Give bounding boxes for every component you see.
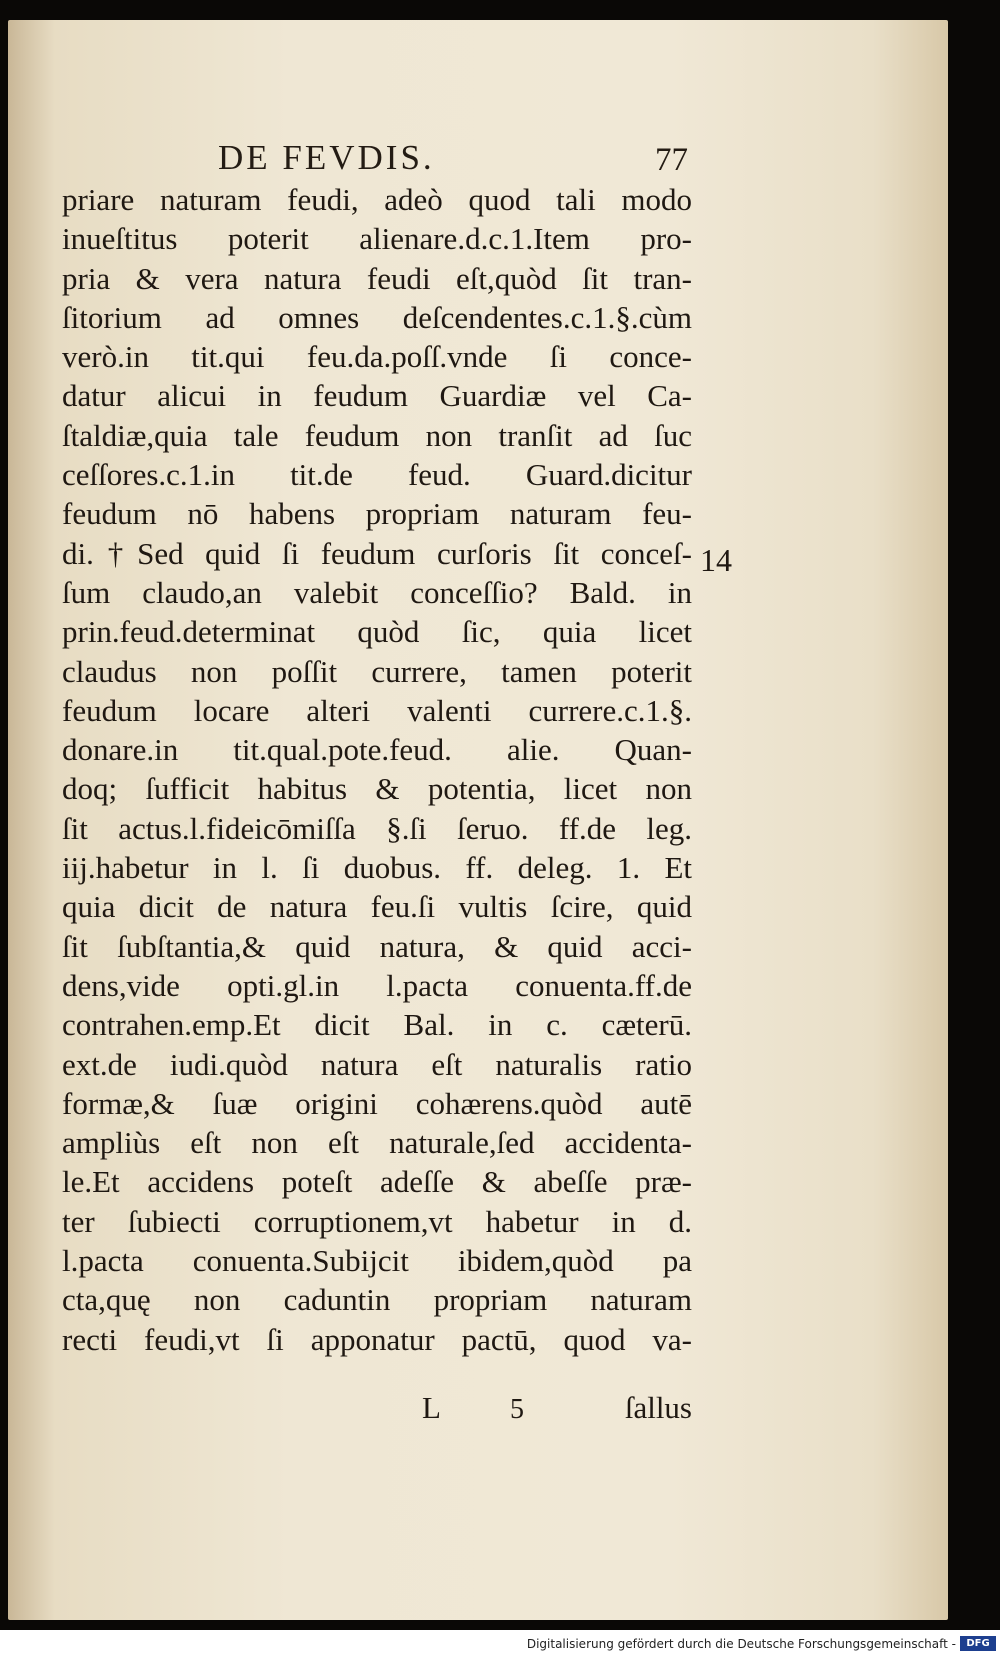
text-line: formæ,& ſuæ origini cohærens.quòd autē (62, 1085, 692, 1121)
book-page (8, 20, 948, 1620)
text-line: ſum claudo,an valebit conceſſio? Bald. in (62, 574, 692, 610)
text-line: feudum nō habens propriam naturam feu- (62, 496, 692, 532)
text-line: datur alicui in feudum Guardiæ vel Ca- (62, 378, 692, 414)
text-line: iij.habetur in l. ſi duobus. ff. deleg. 1. Et (62, 850, 692, 886)
text-line: ampliùs eſt non eſt naturale,ſed accidenta- (62, 1125, 692, 1161)
funding-credit: Digitalisierung gefördert durch die Deutsche Forschungsgemeinschaft - (526, 1637, 956, 1651)
text-line: ſit actus.l.fideicōmiſſa §.ſi ſeruo. ff.de leg. (62, 810, 692, 846)
text-line: claudus non poſſit currere, tamen poterit (62, 653, 692, 689)
text-line: l.pacta conuenta.Subijcit ibidem,quòd pa (62, 1243, 692, 1279)
text-line: feudum locare alteri valenti currere.c.1.§. (62, 692, 692, 728)
text-line: ſit ſubſtantia,& quid natura, & quid acci- (62, 928, 692, 964)
signature-number: 5 (510, 1394, 524, 1425)
text-line: donare.in tit.qual.pote.feud. alie. Quan- (62, 732, 692, 768)
text-line: ter ſubiecti corruptionem,vt habetur in d. (62, 1203, 692, 1239)
text-line: quia dicit de natura feu.ſi vultis ſcire, quid (62, 889, 692, 925)
catchword: ſallus (624, 1390, 692, 1425)
text-line: ceſſores.c.1.in tit.de feud. Guard.dicitur (62, 457, 692, 493)
margin-note-number: 14 (700, 542, 732, 578)
text-line: contrahen.emp.Et dicit Bal. in c. cæterū. (62, 1007, 692, 1043)
text-line: di.†Sed quid ſi feudum curſoris ſit conceſ- (62, 535, 692, 571)
text-line: priare naturam feudi, adeò quod tali modo (62, 182, 692, 217)
signature-mark: L (422, 1390, 441, 1425)
dfg-logo: DFG (960, 1636, 996, 1651)
body-text (62, 180, 692, 1359)
text-line: verò.in tit.qui feu.da.poſſ.vnde ſi conce- (62, 339, 692, 375)
catchline (62, 1390, 692, 1430)
text-line: le.Et accidens poteſt adeſſe & abeſſe præ- (62, 1164, 692, 1200)
text-line: ſitorium ad omnes deſcendentes.c.1.§.cùm (62, 299, 692, 335)
text-line: prin.feud.determinat quòd ſic, quia licet (62, 614, 692, 650)
text-line: cta,quę non caduntin propriam naturam (62, 1282, 692, 1318)
text-line: pria & vera natura feudi eſt,quòd ſit tran- (62, 260, 692, 296)
text-line: ſtaldiæ,quia tale feudum non tranſit ad ſuc (62, 417, 692, 453)
text-line: ext.de iudi.quòd natura eſt naturalis ratio (62, 1046, 692, 1082)
text-line: recti feudi,vt ſi apponatur pactū, quod va- (62, 1321, 692, 1357)
text-line: inueſtitus poterit alienare.d.c.1.Item pro- (62, 221, 692, 257)
page-number: 77 (655, 142, 688, 178)
text-line: doq; ſufficit habitus & potentia, licet non (62, 771, 692, 807)
footer-bar (0, 1633, 1000, 1657)
text-line: dens,vide opti.gl.in l.pacta conuenta.ff.de (62, 967, 692, 1003)
running-head: DE FEVDIS. (218, 138, 435, 177)
